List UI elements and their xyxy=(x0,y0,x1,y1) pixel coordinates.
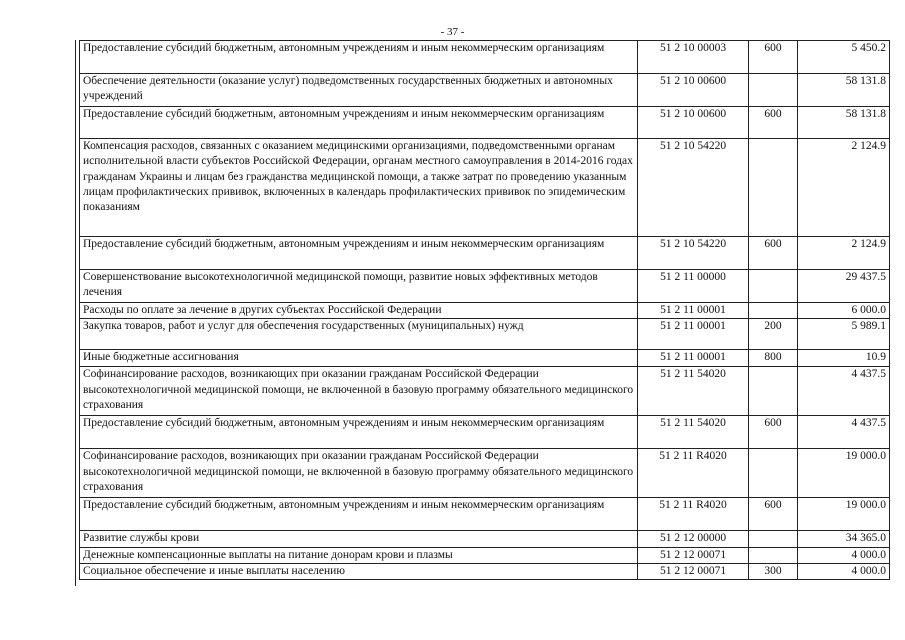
row-expense-type: 600 xyxy=(749,41,798,74)
table-row xyxy=(80,416,890,449)
row-description: Иные бюджетные ассигнования xyxy=(80,350,638,367)
table-row xyxy=(80,563,890,579)
row-description: Совершенствование высокотехнологичной медицинской помощи, развитие новых эффективных методов лечения xyxy=(80,270,638,303)
row-expense-type xyxy=(749,139,798,237)
row-amount: 5 450.2 xyxy=(798,41,890,74)
row-description: Предоставление субсидий бюджетным, автономным учреждениям и иным некоммерческим организациям xyxy=(80,107,638,139)
table-row xyxy=(80,319,890,350)
table-row xyxy=(80,303,890,319)
row-description: Предоставление субсидий бюджетным, автономным учреждениям и иным некоммерческим организациям xyxy=(80,498,638,531)
table-row xyxy=(80,498,890,531)
table-row xyxy=(80,367,890,416)
row-description: Расходы по оплате за лечение в других субъектах Российской Федерации xyxy=(80,303,638,319)
row-amount: 4 437.5 xyxy=(798,416,890,449)
row-amount: 4 000.0 xyxy=(798,563,890,579)
row-description: Развитие службы крови xyxy=(80,531,638,547)
row-amount: 5 989.1 xyxy=(798,319,890,350)
row-description: Предоставление субсидий бюджетным, автономным учреждениям и иным некоммерческим организациям xyxy=(80,41,638,74)
row-amount: 34 365.0 xyxy=(798,531,890,547)
row-description: Компенсация расходов, связанных с оказанием медицинскими организациями, подведомственными органам исполнительной власти субъектов Российской Федерации, органам местного самоуправления в 2014-2016 годах гражданам Украины и лицам без гражданства медицинской помощи, а также затрат по проведению указанным лицам профилактических прививок, включенных в календарь профилактических прививок по эпидемическим показаниям xyxy=(80,139,638,237)
row-expense-type xyxy=(749,367,798,416)
row-expense-type: 600 xyxy=(749,498,798,531)
row-code: 51 2 11 00001 xyxy=(638,319,749,350)
row-expense-type xyxy=(749,270,798,303)
budget-table xyxy=(79,40,890,580)
row-description: Предоставление субсидий бюджетным, автономным учреждениям и иным некоммерческим организациям xyxy=(80,237,638,270)
row-code: 51 2 11 54020 xyxy=(638,367,749,416)
row-description: Обеспечение деятельности (оказание услуг) подведомственных государственных бюджетных и автономных учреждений xyxy=(80,74,638,107)
table-row xyxy=(80,449,890,498)
row-code: 51 2 11 R4020 xyxy=(638,449,749,498)
row-expense-type xyxy=(749,74,798,107)
row-expense-type: 800 xyxy=(749,350,798,367)
row-expense-type: 600 xyxy=(749,237,798,270)
row-description: Софинансирование расходов, возникающих при оказании гражданам Российской Федерации высокотехнологичной медицинской помощи, не включенной в базовую программу обязательного медицинского страхования xyxy=(80,367,638,416)
row-code: 51 2 10 00600 xyxy=(638,74,749,107)
table-row xyxy=(80,547,890,563)
row-amount: 10.9 xyxy=(798,350,890,367)
page-number: - 37 - xyxy=(440,26,465,38)
row-code: 51 2 11 00001 xyxy=(638,303,749,319)
table-row xyxy=(80,237,890,270)
row-expense-type xyxy=(749,531,798,547)
row-amount: 2 124.9 xyxy=(798,237,890,270)
table-row xyxy=(80,139,890,237)
row-code: 51 2 12 00071 xyxy=(638,563,749,579)
row-amount: 29 437.5 xyxy=(798,270,890,303)
row-expense-type: 300 xyxy=(749,563,798,579)
row-description: Социальное обеспечение и иные выплаты населению xyxy=(80,563,638,579)
row-code: 51 2 12 00071 xyxy=(638,547,749,563)
row-expense-type xyxy=(749,303,798,319)
table-row xyxy=(80,107,890,139)
row-description: Закупка товаров, работ и услуг для обеспечения государственных (муниципальных) нужд xyxy=(80,319,638,350)
row-description: Софинансирование расходов, возникающих при оказании гражданам Российской Федерации высокотехнологичной медицинской помощи, не включенной в базовую программу обязательного медицинского страхования xyxy=(80,449,638,498)
row-expense-type: 600 xyxy=(749,107,798,139)
row-expense-type xyxy=(749,449,798,498)
row-code: 51 2 10 54220 xyxy=(638,139,749,237)
row-amount: 6 000.0 xyxy=(798,303,890,319)
row-amount: 4 000.0 xyxy=(798,547,890,563)
row-code: 51 2 11 00001 xyxy=(638,350,749,367)
row-code: 51 2 10 54220 xyxy=(638,237,749,270)
row-description: Денежные компенсационные выплаты на питание донорам крови и плазмы xyxy=(80,547,638,563)
table-row xyxy=(80,41,890,74)
row-code: 51 2 11 54020 xyxy=(638,416,749,449)
row-description: Предоставление субсидий бюджетным, автономным учреждениям и иным некоммерческим организациям xyxy=(80,416,638,449)
row-amount: 58 131.8 xyxy=(798,107,890,139)
row-code: 51 2 11 00000 xyxy=(638,270,749,303)
row-expense-type xyxy=(749,547,798,563)
row-amount: 58 131.8 xyxy=(798,74,890,107)
row-amount: 4 437.5 xyxy=(798,367,890,416)
table-row xyxy=(80,531,890,547)
row-code: 51 2 12 00000 xyxy=(638,531,749,547)
row-code: 51 2 10 00003 xyxy=(638,41,749,74)
row-amount: 2 124.9 xyxy=(798,139,890,237)
row-amount: 19 000.0 xyxy=(798,498,890,531)
row-expense-type: 200 xyxy=(749,319,798,350)
row-code: 51 2 10 00600 xyxy=(638,107,749,139)
table-row xyxy=(80,74,890,107)
table-row xyxy=(80,270,890,303)
table-row xyxy=(80,350,890,367)
row-expense-type: 600 xyxy=(749,416,798,449)
row-amount: 19 000.0 xyxy=(798,449,890,498)
row-code: 51 2 11 R4020 xyxy=(638,498,749,531)
